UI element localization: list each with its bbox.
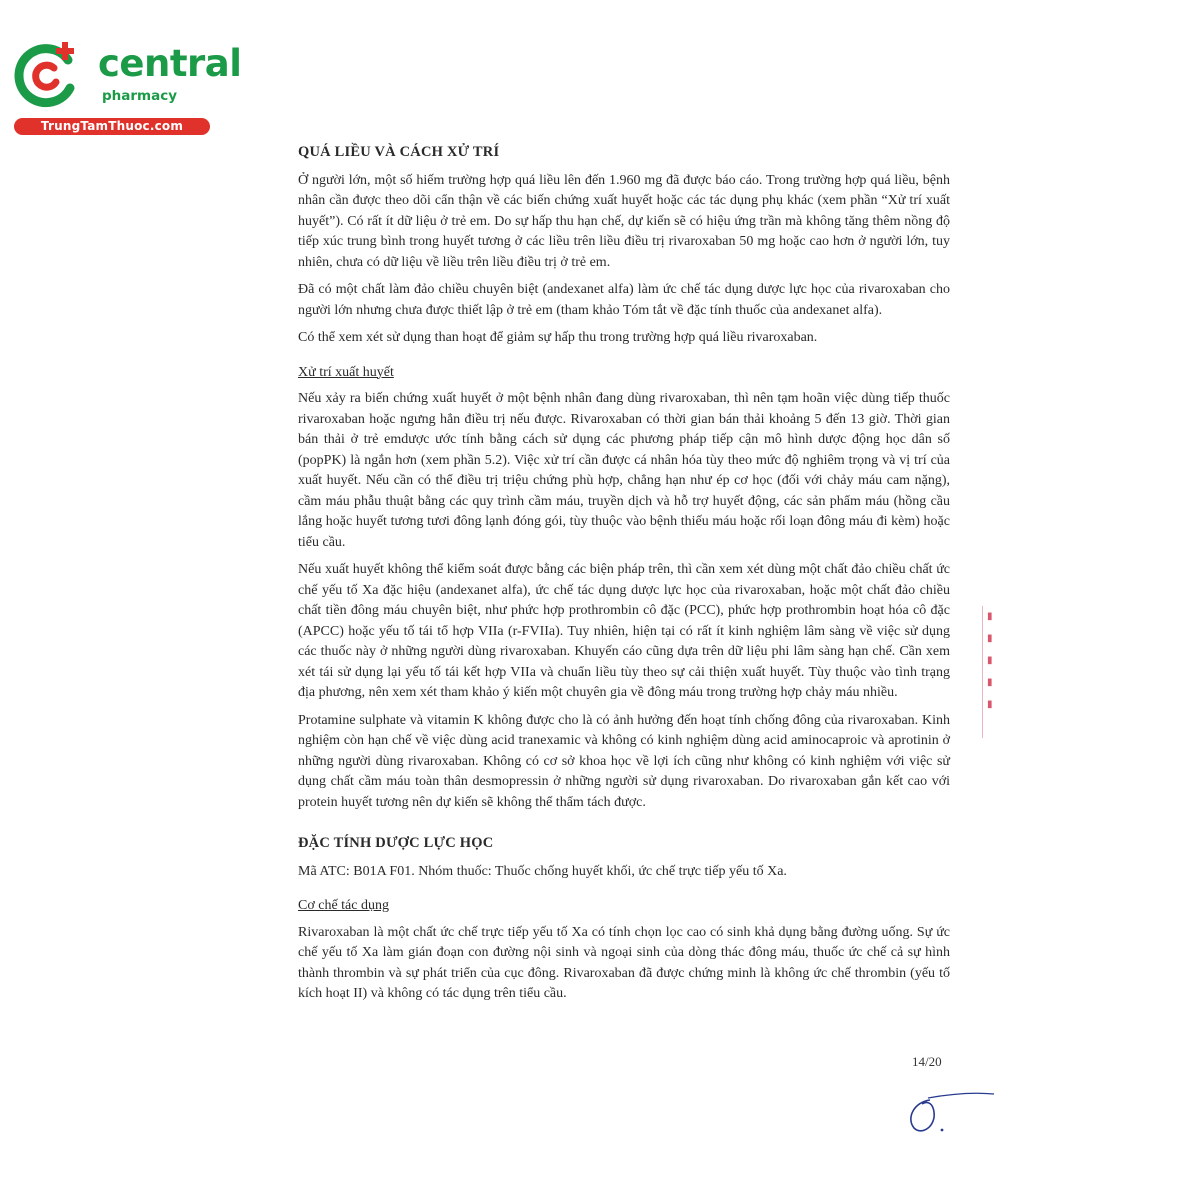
subsection-title-bleeding: Xử trí xuất huyết xyxy=(298,364,394,380)
page-number: 14/20 xyxy=(912,1054,942,1069)
section-title-overdose: QUÁ LIỀU VÀ CÁCH XỬ TRÍ xyxy=(298,144,500,160)
paragraph: Ở người lớn, một số hiếm trường hợp quá liều lên đến 1.960 mg đã được báo cáo. Trong trường hợp quá liều, bệnh nhân cần được theo dõi cẩn thận về các biến chứng xuất huyết hoặc các tác dụng phụ khác (xem phần “Xử trí xuất huyết”). Có rất ít dữ liệu ở trẻ em. Do sự hấp thu hạn chế, dự kiến sẽ có hiệu ứng trần mà không tăng thêm nồng độ tiếp xúc trung bình trong huyết tương ở các liều trên liều điều trị rivaroxaban 50 mg hoặc cao hơn ở người lớn, tuy nhiên, chưa có dữ liệu về liều trên liều điều trị ở trẻ em. xyxy=(298,172,950,270)
paragraph: Có thể xem xét sử dụng than hoạt để giảm sự hấp thu trong trường hợp quá liều rivaroxaban. xyxy=(298,330,818,345)
document-page xyxy=(298,142,950,1012)
paragraph: Nếu xuất huyết không thể kiểm soát được bằng các biện pháp trên, thì cần xem xét dùng một chất đảo chiều chất ức chế yếu tố Xa đặc hiệu (andexanet alfa), ức chế tác dụng dược lực học của rivaroxaban, hoặc một chất đảo chiều chất tiền đông máu chuyên biệt, như phức hợp prothrombin cô đặc (PCC), phức hợp prothrombin hoạt hóa cô đặc (APCC) hoặc yếu tố tái tổ hợp VIIa (r-FVIIa). Tuy nhiên, hiện tại có rất ít kinh nghiệm lâm sàng về việc sử dụng các thuốc này ở những người dùng rivaroxaban. Khuyến cáo cũng dựa trên dữ liệu phi lâm sàng hạn chế. Cần xem xét tái sử dụng lại yếu tố tái kết hợp VIIa và chuẩn liều tùy theo sự cải thiện xuất huyết. Tùy thuộc vào tình trạng địa phương, nên xem xét tham khảo ý kiến một chuyên gia về đông máu trong trường hợp chảy máu nhiều. xyxy=(298,562,950,700)
central-pharmacy-logo[interactable] xyxy=(10,38,242,138)
paragraph: Nếu xảy ra biến chứng xuất huyết ở một bệnh nhân đang dùng rivaroxaban, thì nên tạm hoãn việc dùng tiếp thuốc rivaroxaban hoặc ngưng hẳn điều trị nếu được. Rivaroxaban có thời gian bán thải khoảng 5 đến 13 giờ. Thời gian bán thải ở trẻ emdược ước tính bằng cách sử dụng các phương pháp tiếp cận mô hình dược động học dân số (popPK) là ngắn hơn (xem phần 5.2). Việc xử trí cần được cá nhân hóa tùy theo mức độ nghiêm trọng và vị trí của xuất huyết. Nếu cần có thể điều trị triệu chứng phù hợp, chẳng hạn như ép cơ học (đối với chảy máu cam nặng), cầm máu phẫu thuật bằng các quy trình cầm máu, truyền dịch và hỗ trợ huyết động, các sản phẩm máu (hồng cầu lắng hoặc huyết tương tươi đông lạnh đóng gói, tùy thuộc vào bệnh thiếu máu hoặc rối loạn đông máu đi kèm) hoặc tiểu cầu. xyxy=(298,391,950,550)
handwritten-signature xyxy=(900,1088,1000,1140)
stamp-mark-glyph: ▮ xyxy=(987,677,993,688)
paragraph: Đã có một chất làm đảo chiều chuyên biệt (andexanet alfa) làm ức chế tác dụng dược lực học của rivaroxaban cho người lớn nhưng chưa được thiết lập ở trẻ em (tham khảo Tóm tắt về đặc tính thuốc của andexanet alfa). xyxy=(298,282,950,318)
stamp-mark-glyph: ▮ xyxy=(987,655,993,666)
stamp-mark-glyph: ▮ xyxy=(987,699,993,710)
paragraph: Protamine sulphate và vitamin K không được cho là có ảnh hưởng đến hoạt tính chống đông của rivaroxaban. Kinh nghiệm còn hạn chế về việc dùng acid tranexamic và không có kinh nghiệm dùng acid aminocaproic và aprotinin ở những người dùng rivaroxaban. Không có cơ sở khoa học về lợi ích cũng như không có kinh nghiệm với việc sử dụng chất cầm máu toàn thân desmopressin ở những người sử dụng rivaroxaban. Do rivaroxaban gắn kết cao với protein huyết tương nên dự kiến sẽ không thể thẩm tách được. xyxy=(298,712,950,810)
logo-site-badge: TrungTamThuoc.com xyxy=(14,118,210,135)
paragraph: Mã ATC: B01A F01. Nhóm thuốc: Thuốc chống huyết khối, ức chế trực tiếp yếu tố Xa. xyxy=(298,863,787,879)
logo-brand-name: central xyxy=(98,42,242,85)
subsection-title-mechanism: Cơ chế tác dụng xyxy=(298,898,389,913)
stamp-mark-glyph: ▮ xyxy=(987,611,993,622)
stamp-mark-glyph: ▮ xyxy=(987,633,993,644)
logo-mark-icon xyxy=(10,38,82,110)
logo-subtitle: pharmacy xyxy=(102,88,178,104)
section-title-pharmacodynamics: ĐẶC TÍNH DƯỢC LỰC HỌC xyxy=(298,835,494,851)
stamp-marks xyxy=(982,606,999,738)
paragraph: Rivaroxaban là một chất ức chế trực tiếp yếu tố Xa có tính chọn lọc cao có sinh khả dụng bằng đường uống. Sự ức chế yếu tố Xa làm gián đoạn con đường nội sinh và ngoại sinh của dòng thác đông máu, thuốc ức chế cả sự hình thành thrombin và sự phát triển của cục đông. Rivaroxaban đã được chứng minh là không ức chế thrombin (yếu tố kích hoạt II) và không có tác dụng trên tiểu cầu. xyxy=(298,924,950,1001)
